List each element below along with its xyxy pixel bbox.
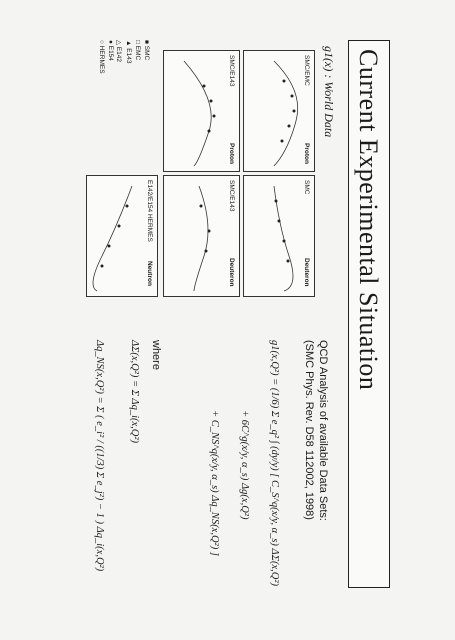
legend-item-hermes: ○ HERMES <box>98 40 105 74</box>
legend-item-e143: ▲ E143 <box>125 40 132 64</box>
panel-plot <box>87 176 157 296</box>
qcd-line1: QCD Analysis of available Data Sets: <box>317 340 329 521</box>
panel-label: SMC/EMC <box>303 55 310 86</box>
panel-plot <box>244 176 314 296</box>
subheading: g1(x) : World Data <box>322 46 336 138</box>
panel-label: SMC/E143 <box>228 180 235 212</box>
qcd-line2: (SMC Phys. Rev. D58 112002, 1998) <box>303 340 315 520</box>
panel-proton-smc-emc <box>243 50 315 172</box>
equation-g1-gluon: + 6C^g(x/y, α_s) Δg(x,Q²) <box>239 410 250 520</box>
legend-item-emc: □ EMC <box>134 40 141 61</box>
title-box <box>348 40 390 588</box>
panel-proton-smc-e143 <box>163 50 240 172</box>
panel-tag: Deuteron <box>228 258 235 287</box>
where-label: where <box>150 340 162 370</box>
legend <box>96 40 150 74</box>
panel-label: SMC <box>303 180 310 195</box>
panel-plot <box>244 51 314 171</box>
panel-label: SMC/E143 <box>228 55 235 87</box>
legend-item-e154: ● E154 <box>107 40 114 61</box>
slide-title: Current Experimental Situation <box>354 49 383 391</box>
panel-neutron <box>86 175 158 297</box>
legend-item-e142: △ E142 <box>115 40 122 62</box>
panel-plot <box>164 51 239 171</box>
equation-delta-sigma: ΔΣ(x,Q²) = Σ Δq_i(x,Q²) <box>129 340 140 444</box>
panel-deuteron-smc <box>243 175 315 297</box>
panel-tag: Neutron <box>146 261 153 286</box>
panel-tag: Deuteron <box>303 258 310 287</box>
equation-g1-ns: + C_NS^q(x/y, α_s) Δq_NS(x,Q²) ] <box>209 410 220 556</box>
equation-g1: g1(x,Q²) = (1/6) Σ e_q² ∫ (dy/y) [ C_S^q(x/y, α_s) ΔΣ(x,Q²) <box>269 340 280 586</box>
panel-deuteron-smc-e143 <box>163 175 240 297</box>
panel-label: E142/E154 HERMES <box>146 180 153 242</box>
panel-plot <box>164 176 239 296</box>
panel-tag: Proton <box>303 143 310 164</box>
equation-delta-qns: Δq_NS(x,Q²) = Σ ( e_i² / ((1/3) Σ e_j²) − 1 ) Δq_i(x,Q²) <box>94 340 105 572</box>
slide-rotated <box>50 40 390 600</box>
qcd-note <box>302 340 330 521</box>
panel-tag: Proton <box>228 143 235 164</box>
legend-item-smc: ■ SMC <box>143 40 150 61</box>
